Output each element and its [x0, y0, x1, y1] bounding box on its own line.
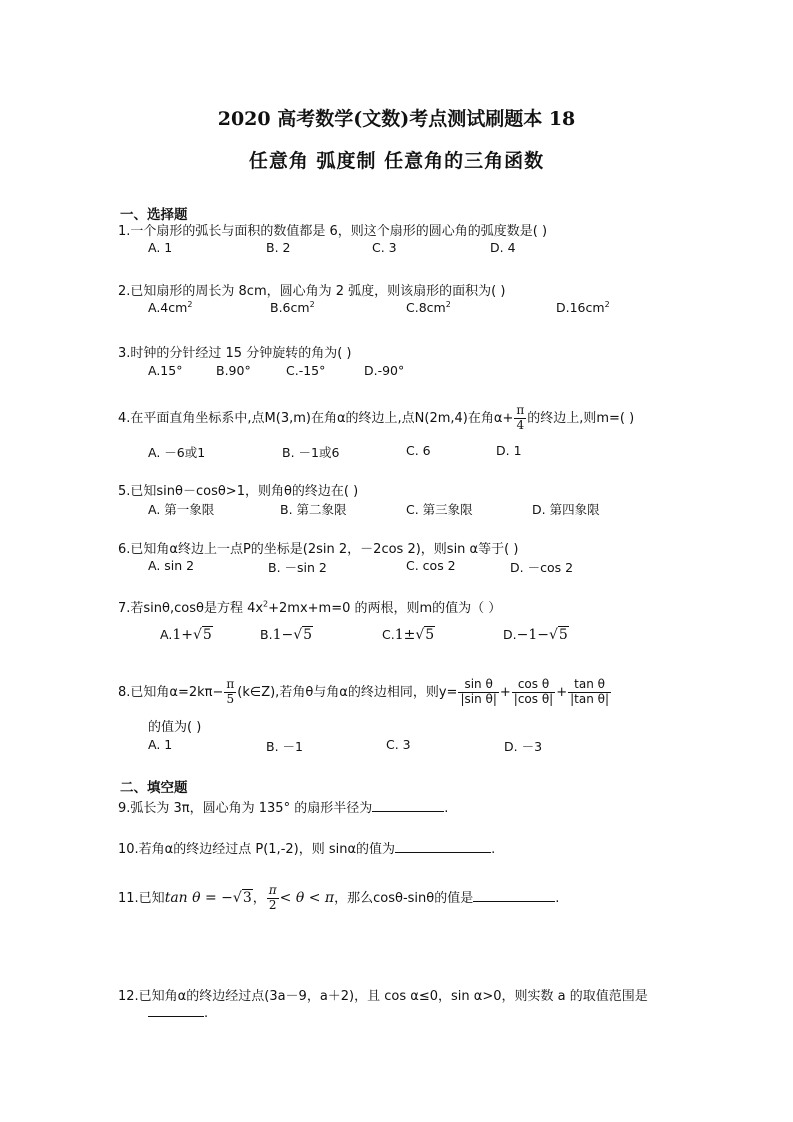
q8-option-a: A. 1 [148, 737, 173, 752]
question-11: 11.已知tan θ = −√3， $\frac{\pi}{2}$ < θ < π，那么cosθ-sinθ的值是 . [118, 883, 560, 912]
q4-option-a: A. －6或1 [148, 445, 206, 460]
q3-option-a: A.15° [148, 363, 183, 378]
answer-blank-12 [148, 1004, 204, 1017]
q6-option-d: D. －cos 2 [510, 560, 574, 575]
q7-option-c: C.1±√5 [382, 627, 435, 643]
q5-option-c: C. 第三象限 [406, 502, 473, 517]
q8-option-d: D. －3 [504, 739, 543, 754]
q4-option-c: C. 6 [406, 443, 431, 458]
q5-option-b: B. 第二象限 [280, 502, 347, 517]
q5-option-d: D. 第四象限 [532, 502, 600, 517]
q6-option-a: A. sin 2 [148, 558, 195, 573]
q3-option-d: D.-90° [364, 363, 405, 378]
fraction-sin: $\frac{\text{sin θ}}{\text{|sin θ|}}$ [460, 677, 497, 706]
q7-option-b: B.1−√5 [260, 627, 313, 643]
question-3: 3.时钟的分针经过 15 分钟旋转的角为( ) [118, 346, 352, 361]
question-12: 12.已知角α的终边经过点(3a－9，a＋2)，且 cos α≤0，sin α>0，则实数 a 的取值范围是 [118, 989, 648, 1004]
question-2: 2.已知扇形的周长为 8cm，圆心角为 2 弧度，则该扇形的面积为( ) [118, 284, 506, 299]
question-8-line2: 的值为( ) [148, 720, 202, 735]
q8-option-b: B. －1 [266, 739, 303, 754]
fraction-pi-over-5: $\frac{\pi}{5}$ [226, 677, 235, 706]
page-subtitle: 任意角 弧度制 任意角的三角函数 [248, 150, 545, 172]
question-8: 8.已知角α=2kπ− $\frac{\pi}{5}$ (k∈Z),若角θ与角α的终边相同，则y= $\frac{\text{sin θ}}{\text{|sin θ|}}$ + $\frac{\text{cos θ}}{\text{|cos θ|}}$ + $\frac{\text{tan θ}}{\text{|tan θ|}}$ [118, 677, 610, 706]
question-9: 9.弧长为 3π，圆心角为 135° 的扇形半径为 . [118, 801, 449, 816]
q4-option-b: B. －1或6 [282, 445, 340, 460]
q2-option-c: $C.8cm^2$ [406, 300, 451, 316]
section-fill-in: 二、填空题 [120, 780, 188, 796]
q6-option-b: B. －sin 2 [268, 560, 327, 575]
q5-option-a: A. 第一象限 [148, 502, 215, 517]
q1-option-d: D. 4 [490, 240, 516, 255]
q2-option-d: $D.16cm^2$ [556, 300, 610, 316]
q6-option-c: C. cos 2 [406, 558, 456, 573]
answer-blank-11 [473, 889, 555, 902]
section-multiple-choice: 一、选择题 [120, 207, 188, 223]
q8-option-c: C. 3 [386, 737, 411, 752]
fraction-cos: $\frac{\text{cos θ}}{\text{|cos θ|}}$ [513, 677, 554, 706]
q2-option-a: $A.4cm^2$ [148, 300, 193, 316]
question-10: 10.若角α的终边经过点 P(1,-2)，则 sinα的值为 . [118, 842, 496, 857]
q7-option-d: D.−1−√5 [503, 627, 568, 643]
question-7: 7.若sinθ,cosθ是方程 $4x^2+2mx+m=0$ 的两根，则m的值为（ ） [118, 599, 502, 616]
answer-blank-9 [372, 799, 444, 812]
q3-option-b: B.90° [216, 363, 251, 378]
fraction-pi-over-2: $\frac{\pi}{2}$ [268, 883, 277, 912]
q1-option-c: C. 3 [372, 240, 397, 255]
question-5: 5.已知sinθ－cosθ>1，则角θ的终边在( ) [118, 484, 359, 499]
question-1: 1.一个扇形的弧长与面积的数值都是 6，则这个扇形的圆心角的弧度数是( ) [118, 224, 548, 239]
q1-option-a: A. 1 [148, 240, 173, 255]
fraction-tan: $\frac{\text{tan θ}}{\text{|tan θ|}}$ [570, 677, 610, 706]
question-4: 4.在平面直角坐标系中,点M(3,m)在角α的终边上,点N(2m,4)在角α+ $\frac{\pi}{4}$ 的终边上,则m=( ) [118, 403, 635, 432]
q2-option-b: $B.6cm^2$ [270, 300, 315, 316]
question-12-line2: . [148, 1004, 208, 1021]
fraction-pi-over-4: $\frac{\pi}{4}$ [516, 403, 525, 432]
question-6: 6.已知角α终边上一点P的坐标是(2sin 2，－2cos 2)，则sin α等于( ) [118, 542, 519, 557]
q7-option-a: A.1+√5 [160, 627, 212, 643]
page-title: 2020 高考数学(文数)考点测试刷题本 18 [217, 108, 576, 130]
answer-blank-10 [395, 840, 491, 853]
q1-option-b: B. 2 [266, 240, 291, 255]
q4-option-d: D. 1 [496, 443, 522, 458]
q3-option-c: C.-15° [286, 363, 326, 378]
